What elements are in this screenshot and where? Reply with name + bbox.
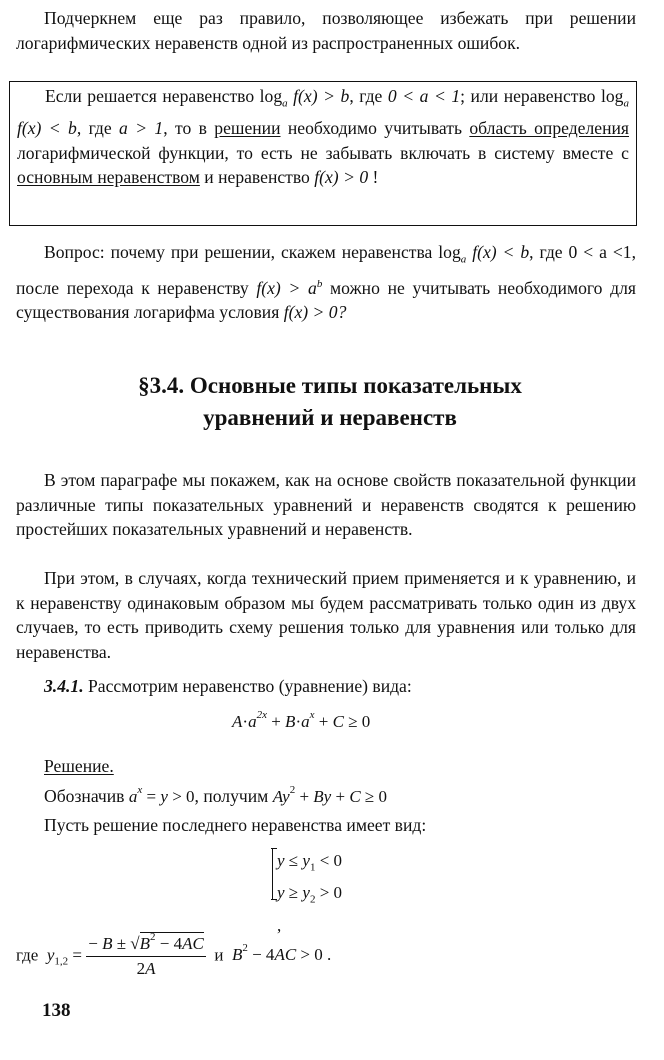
rule-line1-mid: , где <box>349 86 383 106</box>
solution-system <box>272 848 347 935</box>
section-number: 3.4.1. <box>44 676 84 696</box>
paragraph-2: При этом, в случаях, когда технический прием применяется и к уравнению, и к неравенству одинаковым образом мы будем рассматривать только один из двух случаев, то есть приводить схему решения только для уравнения или только для неравенства. <box>16 568 636 662</box>
roots-and: и <box>214 945 224 965</box>
rule-ineq-2: f(x) < b <box>17 118 77 139</box>
system-row-1: $y \le y_1 < 0$ <box>277 851 343 874</box>
question-condition: f(x) > 0? <box>283 302 347 323</box>
rule-line2-post: , то в <box>163 118 207 139</box>
rule-line1-post: ; или неравенство <box>460 86 596 106</box>
rule-text-3: необходимо учитывать <box>287 118 462 139</box>
roots-discriminant: $B^2 - 4AC > 0$ . <box>231 942 332 965</box>
rule-text-4: логарифмической функции, то есть не забывать включать в систему вместе с <box>17 142 629 163</box>
roots-formula: где $y_{1,2}$ = $\frac{- B \pm √B^2 - 4AC}{2A}$ и $B^2 - 4AC > 0$ . <box>16 931 332 978</box>
underlined-solution: решении <box>214 118 281 139</box>
solution-label-text: Решение. <box>44 756 114 776</box>
roots-numerator: − $B \pm √B^2 - 4AC$ <box>86 934 206 957</box>
section-3-4-1 <box>16 674 636 699</box>
main-formula: $A\cdot a^{2x} + B\cdot a^x + C \ge 0$ <box>232 709 371 731</box>
intro-paragraph <box>16 6 636 55</box>
rule-ineq-1: f(x) > b <box>293 86 350 106</box>
roots-denominator: 2A <box>136 959 156 978</box>
notation-line <box>44 784 644 810</box>
paragraph-1: В этом параграфе мы покажем, как на основе свойств показательной функции различные типы показательных уравнений и неравенств сводятся к решению простейших показательных уравнений и неравенств. <box>16 470 636 539</box>
question-mid: , где 0 < a <1, после перехода к неравенству <box>16 242 636 298</box>
notation-mid: , получим <box>194 786 269 806</box>
rule-box <box>9 81 637 226</box>
rule-text: Если решается неравенство $\log_a f(x) > b$, где 0 < a < 1; или неравенство $\log_a f(x) < b$, где a > 1, то в решении необходимо учитывать область определения логарифмической функции, то есть не забывать включать в систему вместе с основным неравенством и неравенство f(x) > 0 ! <box>17 86 629 188</box>
underlined-main-inequality: основным неравенством <box>17 167 200 188</box>
rule-text-5: и неравенство <box>204 167 310 188</box>
solution-label <box>44 754 244 779</box>
rule-formula-1: $\log_a f(x) > b$ <box>259 86 350 110</box>
log-symbol: log <box>259 86 283 106</box>
rule-final-mark: ! <box>368 167 379 188</box>
rule-cond-1: 0 < a < 1 <box>387 86 461 106</box>
heading-line-1: §3.4. Основные типы показательных <box>138 373 522 398</box>
intro-text: Подчеркнем еще раз правило, позволяющее избежать при решении логарифмических неравенств одной из распространенных ошибок. <box>16 8 636 53</box>
question-paragraph: Вопрос: почему при решении, скажем неравенства $\log_a f(x) < b$, где 0 < a <1, после перехода к неравенству $f(x) > a^b$ можно не учитывать необходимого для существования логарифма условия f(x) > 0? <box>16 242 636 323</box>
question-post: можно не учитывать необходимого для существования логарифма условия <box>16 277 636 323</box>
page-number: 138 <box>42 1000 71 1021</box>
underlined-domain: область определения <box>469 118 629 139</box>
rule-line2-mid: , где <box>76 118 112 139</box>
log-symbol-2: log <box>600 86 624 106</box>
notation-pre: Обозначив <box>44 786 125 806</box>
section-text: Рассмотрим неравенство (уравнение) вида: <box>88 676 412 696</box>
section-heading <box>90 370 570 434</box>
question-transition: f(x) > a <box>256 277 317 298</box>
question-formula: f(x) < b <box>472 242 530 262</box>
rule-final-formula: f(x) > 0 <box>314 167 369 188</box>
system-row-2: $y \ge y_2 > 0$ , <box>277 883 343 935</box>
notation-sub: $a^x = y > 0$ <box>128 784 195 806</box>
roots-fraction <box>86 931 206 979</box>
roots-where: где <box>16 945 39 965</box>
notation-result: $Ay^2 + By + C \ge 0$ <box>272 784 388 806</box>
heading-line-2: уравнений и неравенств <box>203 405 457 430</box>
let-line: Пусть решение последнего неравенства имеет вид: <box>44 815 427 835</box>
question-pre: Вопрос: почему при решении, скажем неравенства <box>44 242 433 262</box>
rule-cond-2: a > 1 <box>119 118 164 139</box>
rule-line1-pre: Если решается неравенство <box>45 86 255 106</box>
